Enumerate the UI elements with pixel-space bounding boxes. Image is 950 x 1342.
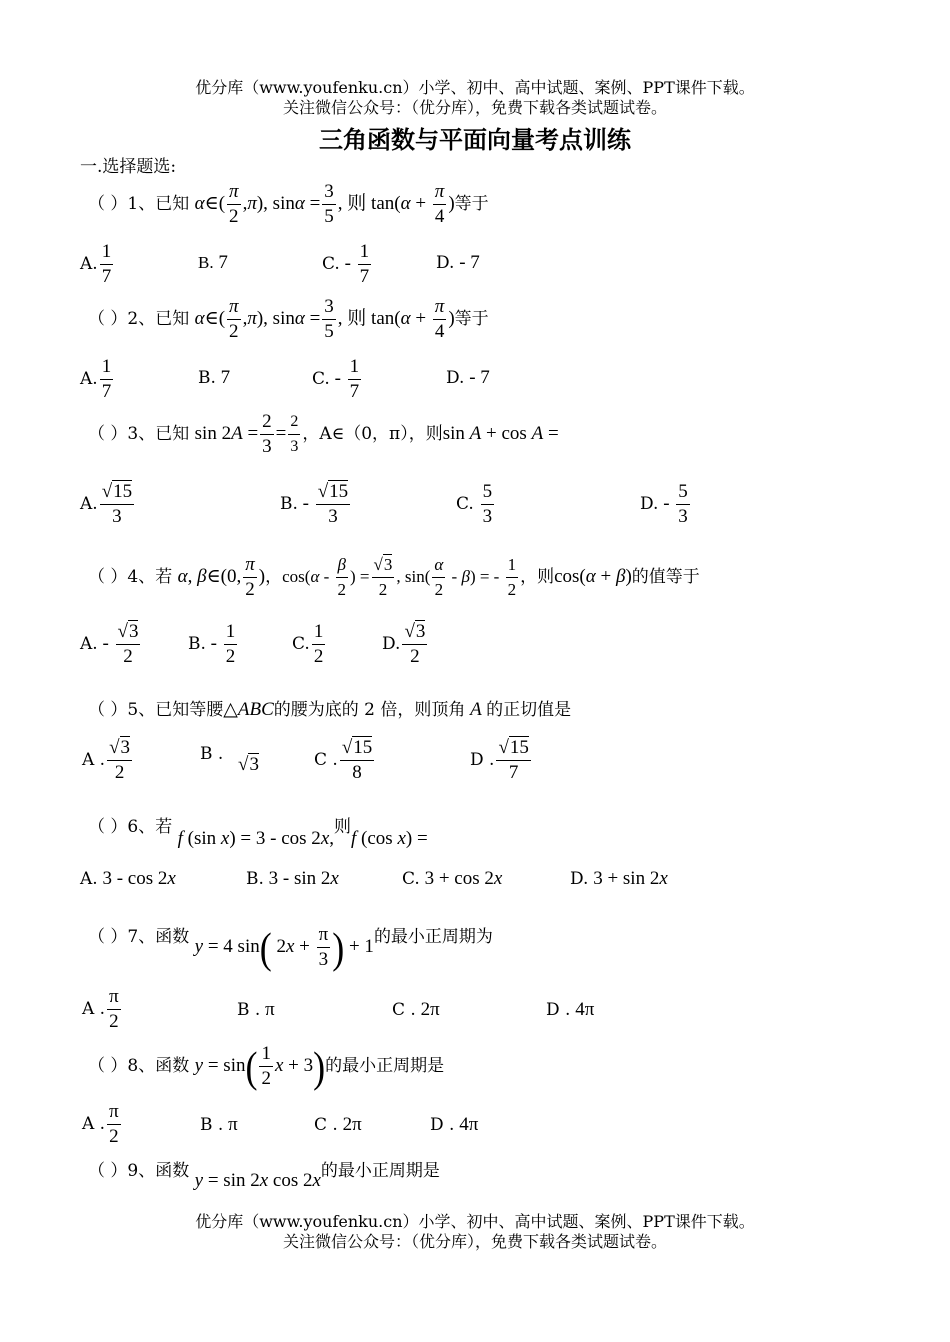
question-5: （ ）5、已知等腰△ABC的腰为底的 2 倍，则顶角 A 的正切值是 bbox=[88, 699, 572, 720]
header-line-1: 优分库（www.youfenku.cn）小学、初中、高中试题、案例、PPT课件下载。 bbox=[195, 78, 755, 97]
question-4: （ ）4、若 α, β∈(0, $\frac{\pi}{2}$ )，cos(α - $\frac{\beta}{2}$ ) = $\frac{√3}{2}$ , sin( $\frac{\alpha}{2}$ - β) = - $\frac{1}{2}$ ，则cos(α + β)的值等于 bbox=[88, 554, 700, 600]
question-3: （ ）3、已知 sin 2A = $\frac{2}{3}$ = $\frac{2}{3}$ ，A∈（0，π），则sin A + cos A = bbox=[88, 411, 559, 457]
q8-options: A . $\frac{\pi}{2}$ B . π C . 2π D . 4π bbox=[82, 1101, 479, 1147]
page-title: 三角函数与平面向量考点训练 bbox=[319, 126, 631, 154]
question-2: （ ）2、已知 α∈( $\frac{\pi}{2}$ ,π), sinα = $\frac{3}{5}$ , 则 tan(α + $\frac{\pi}{4}$ )等于 bbox=[88, 296, 489, 342]
q5-options: A . $\frac{√3}{2}$ B . √3 C . $\frac{√15}{8}$ D . $\frac{√15}{7}$ bbox=[82, 737, 529, 783]
footer-line-1: 优分库（www.youfenku.cn）小学、初中、高中试题、案例、PPT课件下载。 bbox=[195, 1212, 755, 1231]
q1-options: A. $\frac{1}{7}$ B. 7 C. - $\frac{1}{7}$ D. - 7 bbox=[80, 241, 480, 287]
question-8: （ ）8、函数 y = sin( $\frac{1}{2}$ x + 3)的最小正周期是 bbox=[88, 1042, 445, 1091]
q2-options: A. $\frac{1}{7}$ B. 7 C. - $\frac{1}{7}$ D. - 7 bbox=[80, 356, 490, 402]
header-line-2: 关注微信公众号：（优分库），免费下载各类试题试卷。 bbox=[282, 98, 667, 117]
question-1: （ ）1、已知 α∈( $\frac{\pi}{2}$ ,π), sinα = $\frac{3}{5}$ , 则 tan(α + $\frac{\pi}{4}$ )等于 bbox=[88, 181, 489, 227]
question-7: （ ）7、函数 y = 4 sin( 2x + $\frac{\pi}{3}$ ) + 1的最小正周期为 bbox=[88, 923, 493, 972]
footer-line-2: 关注微信公众号：（优分库），免费下载各类试题试卷。 bbox=[282, 1232, 667, 1251]
q7-options: A . $\frac{\pi}{2}$ B . π C . 2π D . 4π bbox=[82, 986, 595, 1032]
q3-options: A. $\frac{√15}{3}$ B. - $\frac{√15}{3}$ C. $\frac{5}{3}$ D. - $\frac{5}{3}$ bbox=[80, 481, 688, 527]
section-heading: 一.选择题选: bbox=[80, 157, 177, 177]
question-6: （ ）6、若 f (sin x) = 3 - cos 2x,则f (cos x) = bbox=[88, 817, 428, 849]
q4-options: A. - $\frac{√3}{2}$ B. - $\frac{1}{2}$ C. $\frac{1}{2}$ D. $\frac{√3}{2}$ bbox=[80, 621, 426, 667]
question-9: （ ）9、函数 y = sin 2x cos 2x的最小正周期是 bbox=[88, 1161, 440, 1191]
q6-options: A. 3 - cos 2x B. 3 - sin 2x C. 3 + cos 2x D. 3 + sin 2x bbox=[80, 868, 668, 889]
